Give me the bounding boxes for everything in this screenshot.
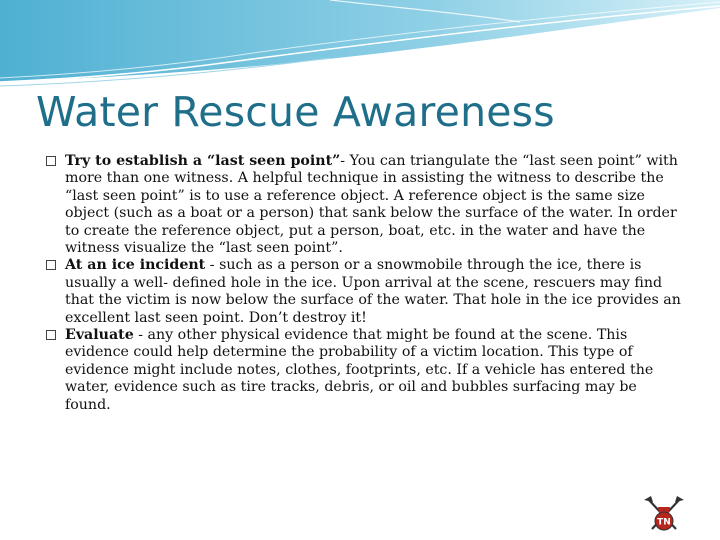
bullet-text: - You can triangulate the “last seen point” with more than one witness. A helpful technique in assisting the witness to describe the “last seen point” is to use a reference object. A reference object is the same size object (such as a boat or a person) that sank below the surface of the water. In order to create the reference object, put a person, boat, etc. in the water and have the witness visualize the “last seen point”. xyxy=(65,153,678,257)
bullet-item-ice-incident xyxy=(46,257,682,327)
bullet-text: - such as a person or a snowmobile through the ice, there is usually a well- defined hole in the ice. Upon arrival at the scene, rescuers may find that the victim is now below the surface of the water. That hole in the ice provides an excellent last seen point. Don’t destroy it! xyxy=(65,257,681,326)
bullet-marker-icon xyxy=(46,330,56,340)
bullet-list xyxy=(46,153,682,414)
bullet-marker-icon xyxy=(46,156,56,166)
bullet-text: - any other physical evidence that might be found at the scene. This evidence could help determine the probability of a victim location. This type of evidence might include notes, clothes, footprints, etc. If a vehicle has entered the water, evidence such as tire tracks, debris, or oil and bubbles surfacing may be found. xyxy=(65,327,654,413)
fire-rescue-emblem-icon xyxy=(642,495,686,535)
wave-header-decoration xyxy=(0,0,720,90)
slide-title: Water Rescue Awareness xyxy=(36,88,555,136)
bullet-marker-icon xyxy=(46,260,56,270)
bullet-item-evaluate xyxy=(46,327,682,414)
bullet-lead: Evaluate xyxy=(65,327,134,344)
bullet-lead: Try to establish a “last seen point” xyxy=(65,153,341,169)
logo-text: TN xyxy=(657,517,671,528)
bullet-lead: At an ice incident xyxy=(65,257,206,274)
bullet-item-last-seen-point xyxy=(46,153,682,257)
